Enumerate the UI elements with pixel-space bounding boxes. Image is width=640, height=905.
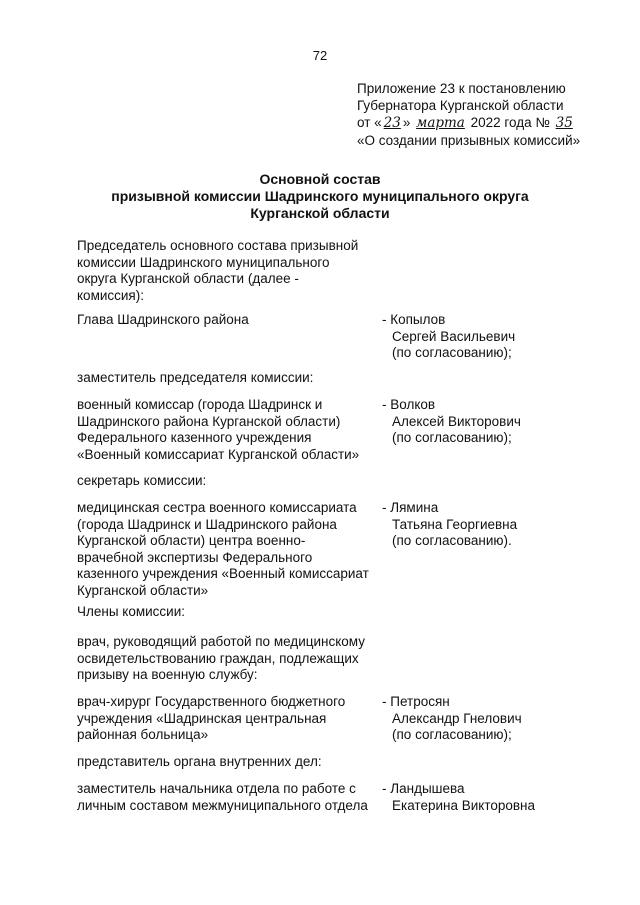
deputy-heading [77,370,377,387]
title-line: призывной комиссии Шадринского муниципального округа [111,188,529,204]
text-line: - Волков [382,397,436,412]
text-line: Татьяна Георгиевна [392,516,518,532]
doctor-heading [77,634,377,684]
police-heading [77,754,377,771]
chair-name [382,312,622,362]
text-line: (по согласованию). [392,533,512,548]
doctor-name [382,694,622,744]
text-line: учреждения «Шадринская центральная [77,710,327,726]
text-line: Александр Гнелович [392,710,522,726]
date-mid: » [402,115,411,130]
text-line: врачебной экспертизы Федерального [77,549,313,565]
text-line: Члены комиссии: [77,604,186,619]
document-title [0,171,640,222]
text-line: Глава Шадринского района [77,312,249,327]
page-number: 72 [312,48,328,63]
text-line: заместитель председателя комиссии: [77,370,314,385]
text-line: Шадринского района Курганской области) [77,413,341,429]
text-line: призыву на военную службу: [77,667,258,682]
date-year: 2022 года № [470,115,550,130]
secretary-heading [77,473,377,490]
text-line: военный комиссар (города Шадринск и [77,397,323,412]
appendix-line: Губернатора Курганской области [357,98,564,113]
doctor-position [77,694,377,744]
text-line: комиссии Шадринского муниципального [77,254,330,270]
text-line: медицинская сестра военного комиссариата [77,500,357,515]
police-position [77,781,377,814]
text-line: Курганской области) центра военно- [77,533,306,548]
text-line: представитель органа внутренних дел: [77,754,322,769]
text-line: - Ландышева [382,781,465,796]
text-line: Алексей Викторович [392,413,521,429]
text-line: (по согласованию); [392,727,512,742]
deputy-position [77,397,377,463]
handwritten-number: 35 [555,115,573,131]
text-line: - Копылов [382,312,446,327]
text-line: заместитель начальника отдела по работе с [77,781,356,796]
text-line: - Петросян [382,694,450,709]
date-prefix: от « [357,115,382,130]
text-line: освидетельствованию граждан, подлежащих [77,650,359,666]
text-line: (города Шадринск и Шадринского района [77,516,337,532]
text-line: (по согласованию); [392,430,512,445]
text-line: секретарь комиссии: [77,473,207,488]
chair-position [77,312,377,329]
handwritten-day: 23 [383,115,401,131]
text-line: Курганской области» [77,582,209,598]
text-line: врач-хирург Государственного бюджетного [77,694,346,709]
text-line: - Лямина [382,500,439,515]
deputy-name [382,397,622,447]
text-line: личным составом межмуниципального отдела [77,797,368,813]
text-line: врач, руководящий работой по медицинскому [77,634,365,649]
handwritten-month: марта [416,115,465,131]
secretary-position [77,500,377,599]
text-line: казенного учреждения «Военный комиссариат [77,566,369,581]
text-line: Екатерина Викторовна [392,797,536,813]
text-line: «Военный комиссариат Курганской области» [77,446,360,462]
text-line: комиссия): [77,287,144,303]
members-heading [77,604,377,621]
appendix-line: Приложение 23 к постановлению [357,81,566,96]
text-line: Председатель основного состава призывной [77,238,359,253]
appendix-line: «О создании призывных комиссий» [357,133,581,148]
appendix-date-line [357,114,580,132]
title-line: Курганской области [250,205,390,221]
text-line: районная больница» [77,727,209,742]
text-line: Федерального казенного учреждения [77,430,312,445]
text-line: округа Курганской области (далее - [77,271,299,286]
text-line: (по согласованию); [392,345,512,360]
appendix-header [357,80,580,149]
title-line: Основной состав [259,171,381,187]
text-line: Сергей Васильевич [392,328,516,344]
secretary-name [382,500,622,550]
chair-heading [77,238,377,304]
police-name [382,781,622,814]
